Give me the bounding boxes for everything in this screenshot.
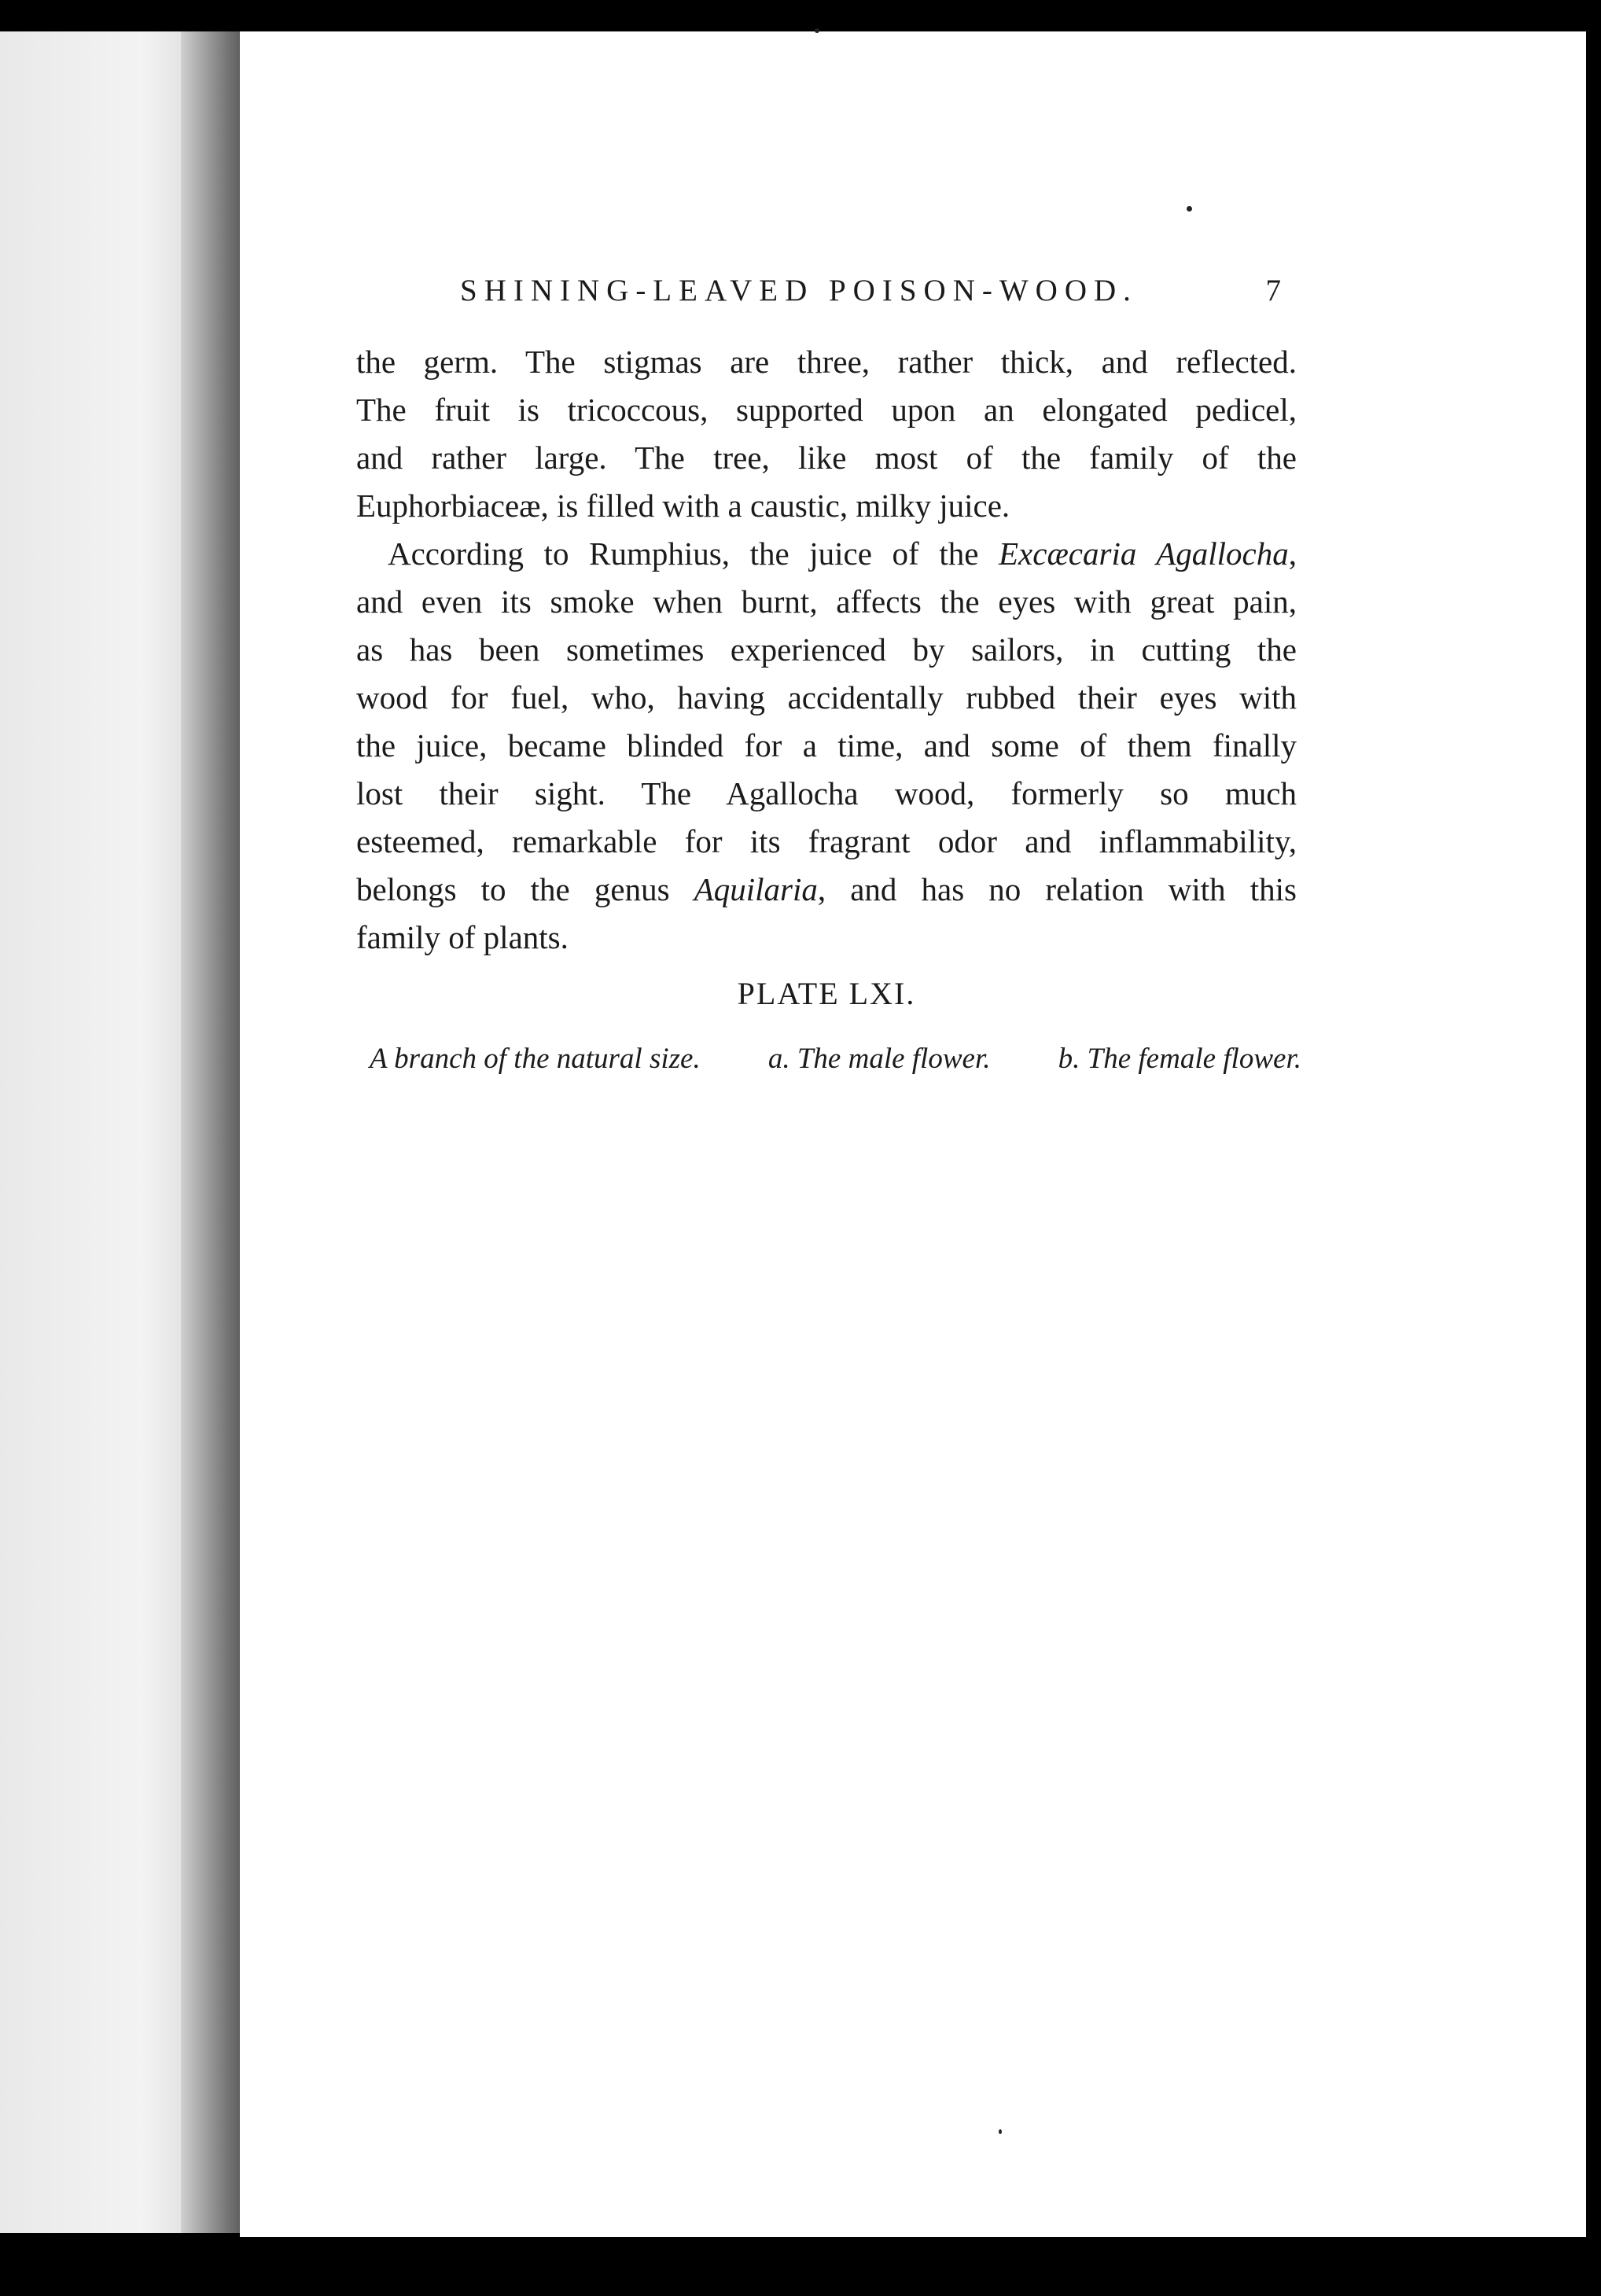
caption-item: a. The male flower. bbox=[767, 1043, 991, 1075]
running-header bbox=[460, 273, 1286, 312]
italic-genus-name: Aquilaria bbox=[694, 871, 818, 907]
text-line: the germ. The stigmas are three, rather thick, and reflected. bbox=[356, 344, 1297, 380]
text-run: , and has no relation with this bbox=[817, 871, 1297, 907]
text-run: , bbox=[1288, 535, 1297, 572]
text-run: belongs to the genus bbox=[356, 871, 694, 907]
text-run: According to Rumphius, the juice of the bbox=[388, 535, 999, 572]
scan-speck bbox=[1187, 206, 1192, 212]
text-line bbox=[356, 530, 1297, 578]
page-number: 7 bbox=[1265, 274, 1286, 307]
text-line bbox=[356, 866, 1297, 914]
text-line: the juice, became blinded for a time, and some of them finally bbox=[356, 727, 1297, 763]
text-line: Euphorbiaceæ, is filled with a caustic, milky juice. bbox=[356, 488, 1010, 524]
text-line: family of plants. bbox=[356, 919, 569, 955]
plate-caption bbox=[370, 1042, 1301, 1076]
text-line: lost their sight. The Agallocha wood, formerly so much bbox=[356, 775, 1297, 811]
text-line: wood for fuel, who, having accidentally rubbed their eyes with bbox=[356, 679, 1297, 716]
text-line: as has been sometimes experienced by sailors, in cutting the bbox=[356, 631, 1297, 668]
scan-speck bbox=[999, 2129, 1002, 2134]
italic-species-name: Excæcaria Agallocha bbox=[999, 535, 1289, 572]
body-text bbox=[356, 338, 1297, 962]
running-head-title: SHINING-LEAVED POISON-WOOD. bbox=[460, 274, 1138, 307]
scan-speck bbox=[815, 28, 819, 33]
text-line: esteemed, remarkable for its fragrant odor and inflammability, bbox=[356, 823, 1297, 859]
caption-item: b. The female flower. bbox=[1058, 1043, 1301, 1075]
text-line: and rather large. The tree, like most of the family of the bbox=[356, 440, 1297, 476]
text-line: and even its smoke when burnt, affects the eyes with great pain, bbox=[356, 583, 1297, 620]
plate-heading: PLATE LXI. bbox=[737, 976, 916, 1011]
text-line: The fruit is tricoccous, supported upon an elongated pedicel, bbox=[356, 392, 1297, 428]
caption-item: A branch of the natural size. bbox=[370, 1043, 701, 1075]
